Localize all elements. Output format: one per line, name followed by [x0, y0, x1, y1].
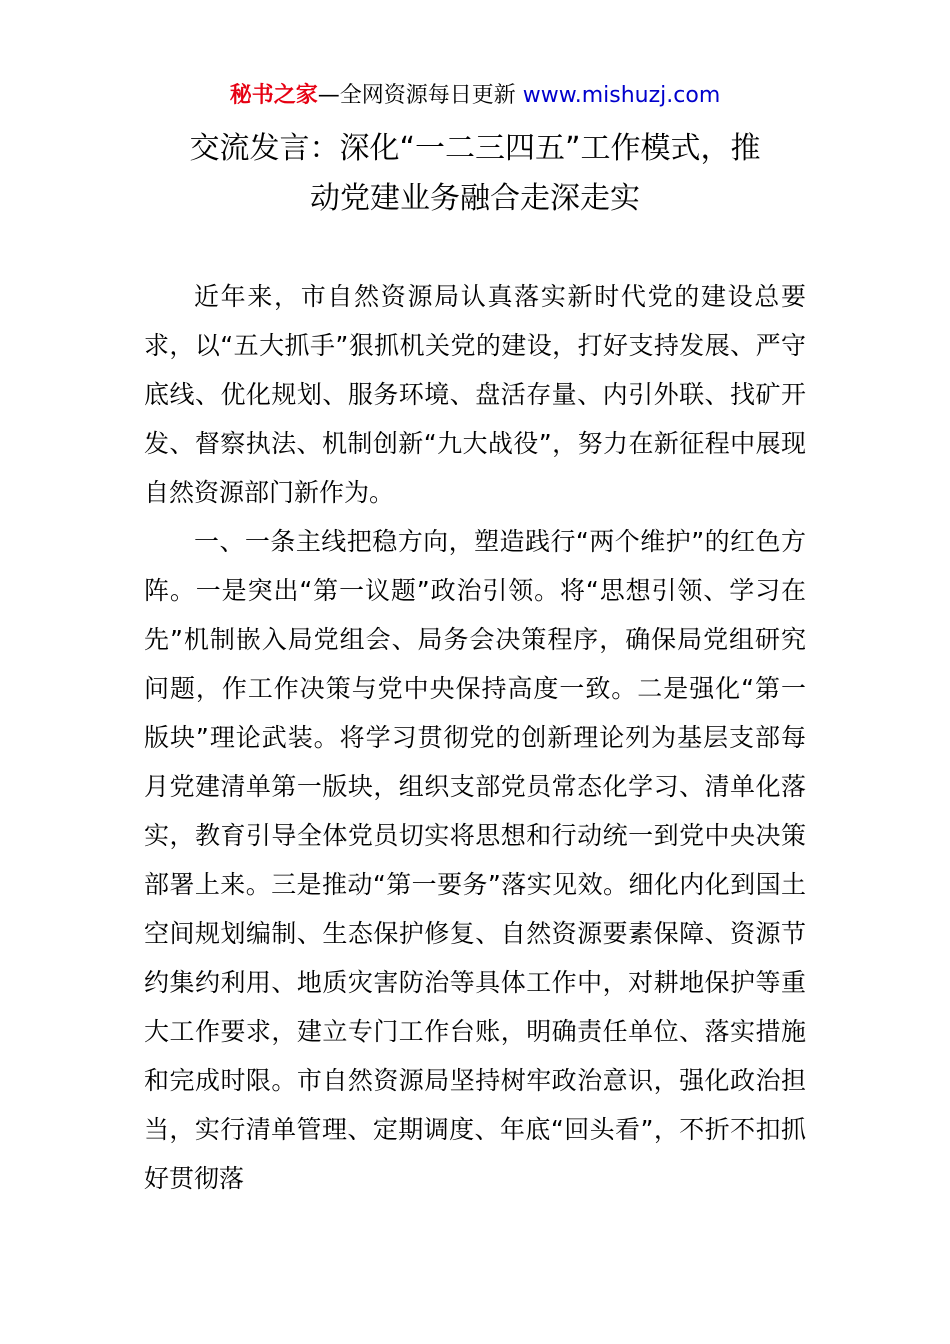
site-url[interactable]: www.mishuzj.com: [522, 83, 721, 108]
document-title: [100, 124, 850, 224]
body-paragraph: 一、一条主线把稳方向，塑造践行“两个维护”的红色方阵。一是突出“第一议题”政治引领。将“思想引领、学习在先”机制嵌入局党组会、局务会决策程序，确保局党组研究问题，作工作决策与党中央保持高度一致。二是强化“第一版块”理论武装。将学习贯彻党的创新理论列为基层支部每月党建清单第一版块，组织支部党员常态化学习、清单化落实，教育引导全体党员切实将思想和行动统一到党中央决策部署上来。三是推动“第一要务”落实见效。细化内化到国土空间规划编制、生态保护修复、自然资源要素保障、资源节约集约利用、地质灾害防治等具体工作中，对耕地保护等重大工作要求，建立专门工作台账，明确责任单位、落实措施和完成时限。市自然资源局坚持树牢政治意识，强化政治担当，实行清单管理、定期调度、年底“回头看”，不折不扣抓好贯彻落: [144, 527, 806, 1193]
body-paragraph: 近年来，市自然资源局认真落实新时代党的建设总要求，以“五大抓手”狠抓机关党的建设，打好支持发展、严守底线、优化规划、服务环境、盘活存量、内引外联、找矿开发、督察执法、机制创新“九大战役”，努力在新征程中展现自然资源部门新作为。: [144, 282, 806, 507]
title-line-2: 动党建业务融合走深走实: [310, 181, 640, 216]
brand-name: 秘书之家: [229, 83, 318, 108]
header-slogan: —全网资源每日更新: [317, 83, 523, 108]
document-body: [144, 272, 806, 1203]
title-line-1: 交流发言：深化“一二三四五”工作模式，推: [189, 131, 761, 166]
site-header: [0, 80, 950, 112]
